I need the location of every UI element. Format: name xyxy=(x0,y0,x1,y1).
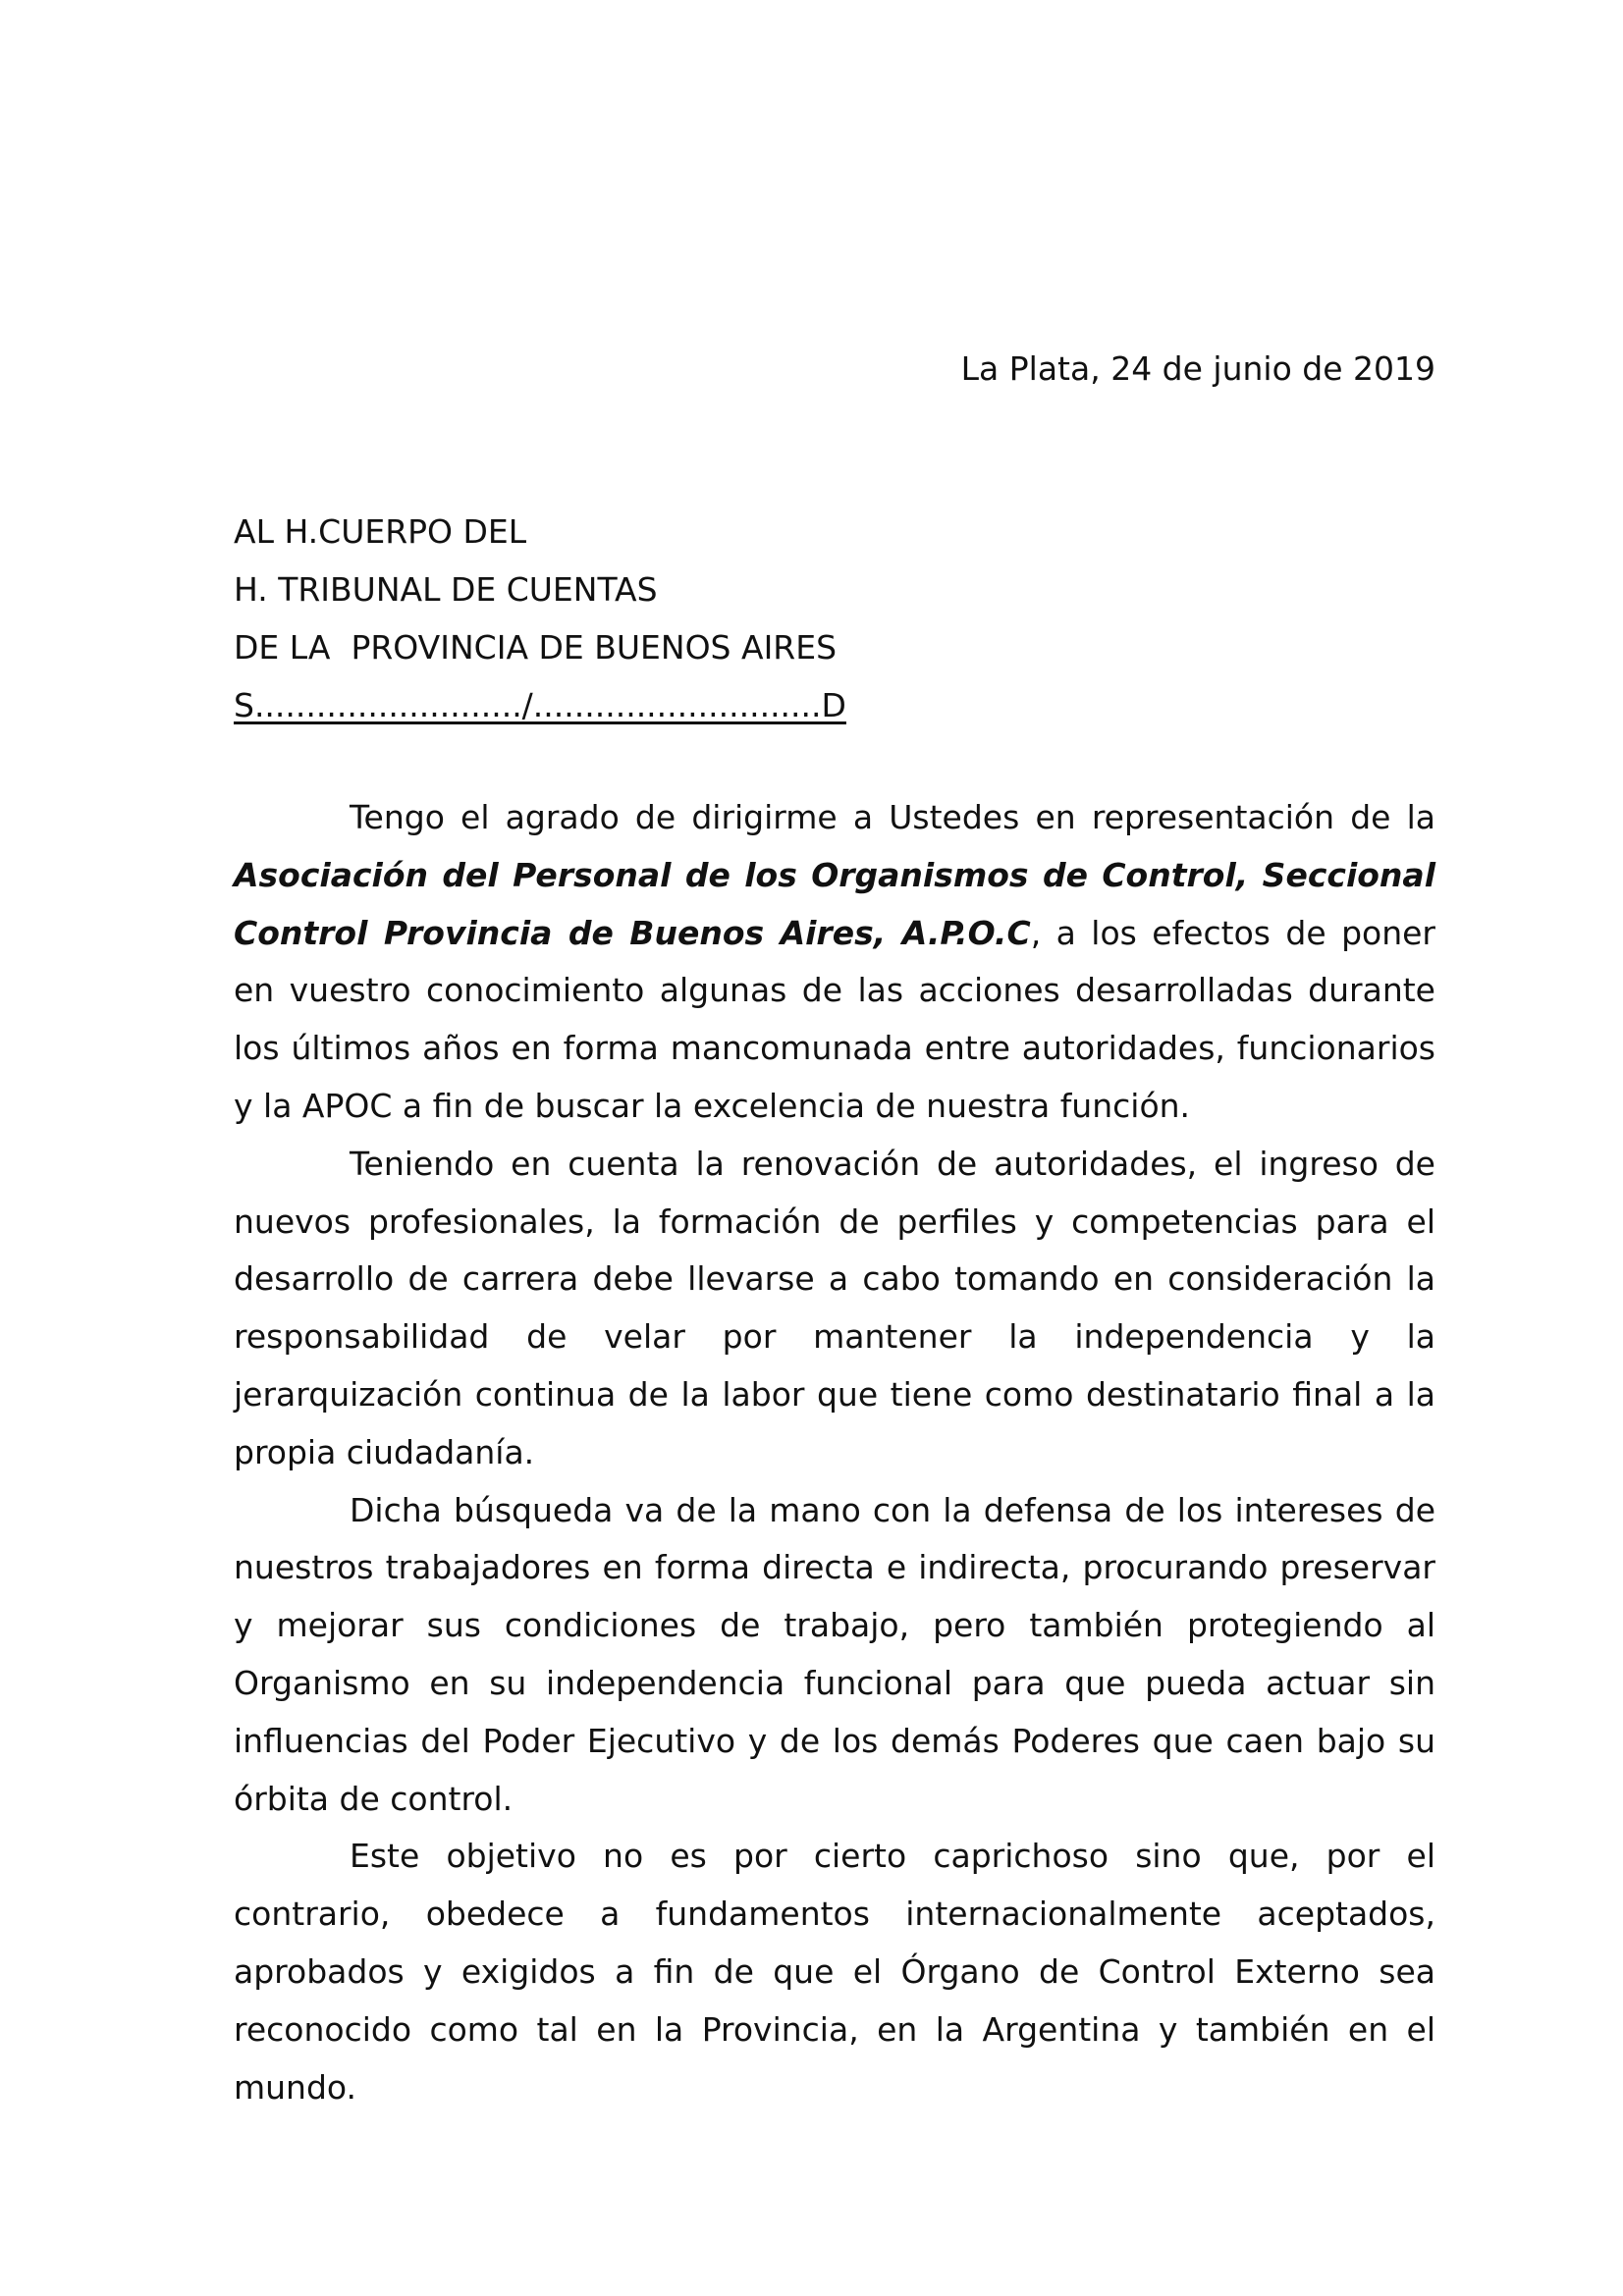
addressee-line: H. TRIBUNAL DE CUENTAS xyxy=(234,570,658,609)
addressee-block xyxy=(234,503,1435,734)
paragraph-renewal: Teniendo en cuenta la renovación de autoridades, el ingreso de nuevos profesionales, la formación de perfiles y competencias para el desarrollo de carrera debe llevarse a cabo tomando en consideración la responsabilidad de velar por mantener la independencia y la jerarquización continua de la labor que tiene como destinatario final a la propia ciudadanía. xyxy=(234,1144,1435,1471)
salutation: S........................../............................D xyxy=(234,686,846,724)
salutation-line xyxy=(234,676,1435,734)
addressee-line: DE LA PROVINCIA DE BUENOS AIRES xyxy=(234,628,838,667)
addressee-line: AL H.CUERPO DEL xyxy=(234,512,527,551)
paragraph-defense: Dicha búsqueda va de la mano con la defensa de los intereses de nuestros trabajadores en forma directa e indirecta, procurando preservar y mejorar sus condiciones de trabajo, pero también protegiendo al Organismo en su independencia funcional para que pueda actuar sin influencias del Poder Ejecutivo y de los demás Poderes que caen bajo su órbita de control. xyxy=(234,1490,1435,1818)
paragraph-introduction xyxy=(234,789,1435,1136)
paragraph-text: Tengo el agrado de dirigirme a Ustedes en representación de la xyxy=(350,798,1435,836)
paragraph-text: , a los efectos de poner en vuestro conocimiento algunas de las acciones desarrolladas durante los últimos años en forma mancomunada entre autoridades, funcionarios y la APOC a fin de buscar la excelencia de nuestra función. xyxy=(234,913,1435,1125)
paragraph-objective: Este objetivo no es por cierto caprichoso sino que, por el contrario, obedece a fundamentos internacionalmente aceptados, aprobados y exigidos a fin de que el Órgano de Control Externo sea reconocido como tal en la Provincia, en la Argentina y también en el mundo. xyxy=(234,1837,1435,2107)
letter-date: La Plata, 24 de junio de 2019 xyxy=(960,349,1435,388)
organization-name: Asociación del Personal de los Organismos de Control, Seccional Control Provincia de Buenos Aires, A.P.O.C xyxy=(234,855,1435,952)
letter-body xyxy=(234,789,1435,2116)
